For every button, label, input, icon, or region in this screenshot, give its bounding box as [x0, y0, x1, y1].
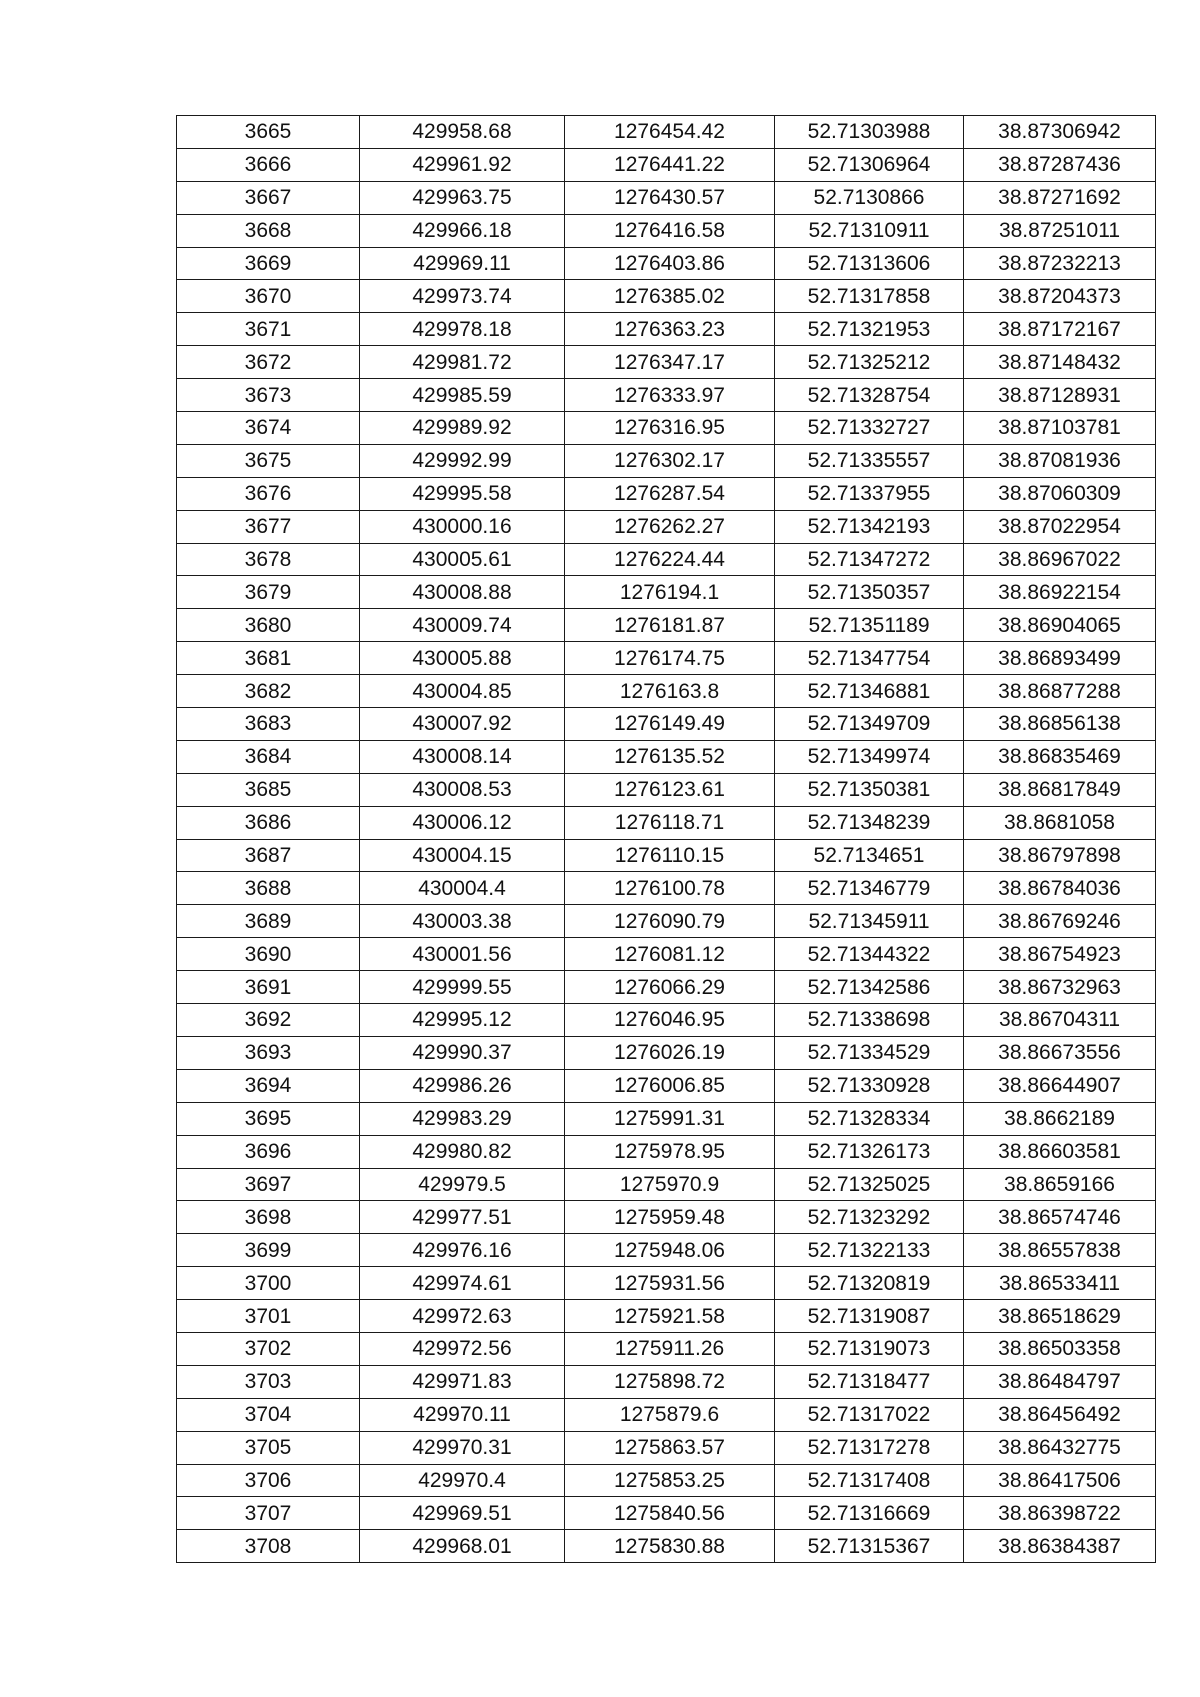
x-coordinate-cell: 429970.31	[360, 1431, 565, 1464]
point-number-cell: 3666	[177, 148, 360, 181]
y-coordinate-cell: 1276416.58	[565, 214, 775, 247]
table-row	[177, 773, 1156, 806]
table-row	[177, 444, 1156, 477]
latitude-cell: 52.71322133	[775, 1234, 964, 1267]
x-coordinate-cell: 430006.12	[360, 806, 565, 839]
y-coordinate-cell: 1276430.57	[565, 181, 775, 214]
table-row	[177, 708, 1156, 741]
table-row	[177, 1267, 1156, 1300]
y-coordinate-cell: 1275959.48	[565, 1201, 775, 1234]
latitude-cell: 52.71323292	[775, 1201, 964, 1234]
table-row	[177, 477, 1156, 510]
x-coordinate-cell: 430008.14	[360, 740, 565, 773]
x-coordinate-cell: 429971.83	[360, 1365, 565, 1398]
longitude-cell: 38.86817849	[964, 773, 1156, 806]
y-coordinate-cell: 1276081.12	[565, 938, 775, 971]
longitude-cell: 38.86967022	[964, 543, 1156, 576]
y-coordinate-cell: 1276100.78	[565, 872, 775, 905]
table-row	[177, 839, 1156, 872]
latitude-cell: 52.71328334	[775, 1102, 964, 1135]
point-number-cell: 3672	[177, 346, 360, 379]
table-row	[177, 1004, 1156, 1037]
table-row	[177, 1135, 1156, 1168]
latitude-cell: 52.71350357	[775, 576, 964, 609]
x-coordinate-cell: 430008.53	[360, 773, 565, 806]
table-row	[177, 1234, 1156, 1267]
y-coordinate-cell: 1276026.19	[565, 1036, 775, 1069]
longitude-cell: 38.86503358	[964, 1332, 1156, 1365]
point-number-cell: 3675	[177, 444, 360, 477]
latitude-cell: 52.71320819	[775, 1267, 964, 1300]
x-coordinate-cell: 429972.56	[360, 1332, 565, 1365]
x-coordinate-cell: 429976.16	[360, 1234, 565, 1267]
table-row	[177, 872, 1156, 905]
point-number-cell: 3697	[177, 1168, 360, 1201]
latitude-cell: 52.71338698	[775, 1004, 964, 1037]
table-row	[177, 346, 1156, 379]
longitude-cell: 38.86769246	[964, 905, 1156, 938]
table-row	[177, 740, 1156, 773]
point-number-cell: 3688	[177, 872, 360, 905]
table-row	[177, 1497, 1156, 1530]
x-coordinate-cell: 429979.5	[360, 1168, 565, 1201]
x-coordinate-cell: 429995.58	[360, 477, 565, 510]
x-coordinate-cell: 429985.59	[360, 379, 565, 412]
point-number-cell: 3678	[177, 543, 360, 576]
longitude-cell: 38.87148432	[964, 346, 1156, 379]
table-row	[177, 642, 1156, 675]
longitude-cell: 38.87306942	[964, 116, 1156, 149]
x-coordinate-cell: 430004.85	[360, 675, 565, 708]
latitude-cell: 52.71349709	[775, 708, 964, 741]
latitude-cell: 52.71303988	[775, 116, 964, 149]
longitude-cell: 38.86456492	[964, 1398, 1156, 1431]
point-number-cell: 3699	[177, 1234, 360, 1267]
y-coordinate-cell: 1276333.97	[565, 379, 775, 412]
latitude-cell: 52.71317408	[775, 1464, 964, 1497]
latitude-cell: 52.71330928	[775, 1069, 964, 1102]
x-coordinate-cell: 429980.82	[360, 1135, 565, 1168]
point-number-cell: 3685	[177, 773, 360, 806]
point-number-cell: 3682	[177, 675, 360, 708]
y-coordinate-cell: 1276118.71	[565, 806, 775, 839]
latitude-cell: 52.71319073	[775, 1332, 964, 1365]
latitude-cell: 52.71346881	[775, 675, 964, 708]
table-row	[177, 181, 1156, 214]
x-coordinate-cell: 429995.12	[360, 1004, 565, 1037]
point-number-cell: 3687	[177, 839, 360, 872]
longitude-cell: 38.86673556	[964, 1036, 1156, 1069]
table-row	[177, 905, 1156, 938]
table-row	[177, 510, 1156, 543]
x-coordinate-cell: 429969.51	[360, 1497, 565, 1530]
point-number-cell: 3704	[177, 1398, 360, 1431]
x-coordinate-cell: 429968.01	[360, 1530, 565, 1563]
table-row	[177, 1036, 1156, 1069]
longitude-cell: 38.8662189	[964, 1102, 1156, 1135]
point-number-cell: 3689	[177, 905, 360, 938]
point-number-cell: 3698	[177, 1201, 360, 1234]
table-row	[177, 1300, 1156, 1333]
y-coordinate-cell: 1276347.17	[565, 346, 775, 379]
table-row	[177, 313, 1156, 346]
point-number-cell: 3696	[177, 1135, 360, 1168]
latitude-cell: 52.71313606	[775, 247, 964, 280]
point-number-cell: 3673	[177, 379, 360, 412]
y-coordinate-cell: 1276006.85	[565, 1069, 775, 1102]
x-coordinate-cell: 429992.99	[360, 444, 565, 477]
x-coordinate-cell: 430001.56	[360, 938, 565, 971]
y-coordinate-cell: 1276149.49	[565, 708, 775, 741]
point-number-cell: 3670	[177, 280, 360, 313]
x-coordinate-cell: 430007.92	[360, 708, 565, 741]
point-number-cell: 3705	[177, 1431, 360, 1464]
y-coordinate-cell: 1275978.95	[565, 1135, 775, 1168]
point-number-cell: 3708	[177, 1530, 360, 1563]
longitude-cell: 38.87128931	[964, 379, 1156, 412]
y-coordinate-cell: 1275898.72	[565, 1365, 775, 1398]
longitude-cell: 38.86432775	[964, 1431, 1156, 1464]
longitude-cell: 38.87022954	[964, 510, 1156, 543]
longitude-cell: 38.86574746	[964, 1201, 1156, 1234]
latitude-cell: 52.71335557	[775, 444, 964, 477]
x-coordinate-cell: 430008.88	[360, 576, 565, 609]
table-row	[177, 280, 1156, 313]
point-number-cell: 3700	[177, 1267, 360, 1300]
table-row	[177, 576, 1156, 609]
latitude-cell: 52.7130866	[775, 181, 964, 214]
point-number-cell: 3676	[177, 477, 360, 510]
latitude-cell: 52.71332727	[775, 412, 964, 445]
y-coordinate-cell: 1276174.75	[565, 642, 775, 675]
point-number-cell: 3707	[177, 1497, 360, 1530]
x-coordinate-cell: 430004.15	[360, 839, 565, 872]
table-row	[177, 412, 1156, 445]
point-number-cell: 3674	[177, 412, 360, 445]
y-coordinate-cell: 1276163.8	[565, 675, 775, 708]
x-coordinate-cell: 429978.18	[360, 313, 565, 346]
latitude-cell: 52.71317858	[775, 280, 964, 313]
latitude-cell: 52.71315367	[775, 1530, 964, 1563]
latitude-cell: 52.71310911	[775, 214, 964, 247]
coordinates-table-body	[177, 116, 1156, 1563]
y-coordinate-cell: 1275931.56	[565, 1267, 775, 1300]
longitude-cell: 38.8659166	[964, 1168, 1156, 1201]
y-coordinate-cell: 1276441.22	[565, 148, 775, 181]
longitude-cell: 38.86797898	[964, 839, 1156, 872]
y-coordinate-cell: 1276454.42	[565, 116, 775, 149]
latitude-cell: 52.7134651	[775, 839, 964, 872]
point-number-cell: 3701	[177, 1300, 360, 1333]
table-row	[177, 1332, 1156, 1365]
table-row	[177, 1431, 1156, 1464]
point-number-cell: 3702	[177, 1332, 360, 1365]
latitude-cell: 52.71317022	[775, 1398, 964, 1431]
x-coordinate-cell: 430009.74	[360, 609, 565, 642]
latitude-cell: 52.71345911	[775, 905, 964, 938]
x-coordinate-cell: 429961.92	[360, 148, 565, 181]
point-number-cell: 3681	[177, 642, 360, 675]
table-row	[177, 116, 1156, 149]
latitude-cell: 52.71348239	[775, 806, 964, 839]
y-coordinate-cell: 1276123.61	[565, 773, 775, 806]
point-number-cell: 3679	[177, 576, 360, 609]
x-coordinate-cell: 429999.55	[360, 971, 565, 1004]
table-row	[177, 247, 1156, 280]
table-row	[177, 1069, 1156, 1102]
longitude-cell: 38.86754923	[964, 938, 1156, 971]
x-coordinate-cell: 429970.4	[360, 1464, 565, 1497]
x-coordinate-cell: 429969.11	[360, 247, 565, 280]
longitude-cell: 38.86922154	[964, 576, 1156, 609]
y-coordinate-cell: 1276385.02	[565, 280, 775, 313]
y-coordinate-cell: 1276316.95	[565, 412, 775, 445]
longitude-cell: 38.87232213	[964, 247, 1156, 280]
x-coordinate-cell: 429977.51	[360, 1201, 565, 1234]
longitude-cell: 38.87081936	[964, 444, 1156, 477]
latitude-cell: 52.71346779	[775, 872, 964, 905]
longitude-cell: 38.86835469	[964, 740, 1156, 773]
longitude-cell: 38.86877288	[964, 675, 1156, 708]
point-number-cell: 3668	[177, 214, 360, 247]
table-row	[177, 379, 1156, 412]
latitude-cell: 52.71325212	[775, 346, 964, 379]
y-coordinate-cell: 1275948.06	[565, 1234, 775, 1267]
x-coordinate-cell: 429972.63	[360, 1300, 565, 1333]
table-row	[177, 1464, 1156, 1497]
latitude-cell: 52.71344322	[775, 938, 964, 971]
longitude-cell: 38.86644907	[964, 1069, 1156, 1102]
x-coordinate-cell: 430005.61	[360, 543, 565, 576]
point-number-cell: 3683	[177, 708, 360, 741]
point-number-cell: 3669	[177, 247, 360, 280]
x-coordinate-cell: 429986.26	[360, 1069, 565, 1102]
y-coordinate-cell: 1276224.44	[565, 543, 775, 576]
y-coordinate-cell: 1276363.23	[565, 313, 775, 346]
point-number-cell: 3671	[177, 313, 360, 346]
table-row	[177, 609, 1156, 642]
x-coordinate-cell: 429989.92	[360, 412, 565, 445]
latitude-cell: 52.71337955	[775, 477, 964, 510]
y-coordinate-cell: 1275970.9	[565, 1168, 775, 1201]
x-coordinate-cell: 430000.16	[360, 510, 565, 543]
latitude-cell: 52.71349974	[775, 740, 964, 773]
point-number-cell: 3665	[177, 116, 360, 149]
x-coordinate-cell: 430004.4	[360, 872, 565, 905]
point-number-cell: 3694	[177, 1069, 360, 1102]
point-number-cell: 3684	[177, 740, 360, 773]
longitude-cell: 38.8681058	[964, 806, 1156, 839]
point-number-cell: 3706	[177, 1464, 360, 1497]
y-coordinate-cell: 1275830.88	[565, 1530, 775, 1563]
y-coordinate-cell: 1276090.79	[565, 905, 775, 938]
longitude-cell: 38.87204373	[964, 280, 1156, 313]
latitude-cell: 52.71334529	[775, 1036, 964, 1069]
table-row	[177, 938, 1156, 971]
longitude-cell: 38.86732963	[964, 971, 1156, 1004]
y-coordinate-cell: 1275921.58	[565, 1300, 775, 1333]
table-row	[177, 1168, 1156, 1201]
y-coordinate-cell: 1275863.57	[565, 1431, 775, 1464]
y-coordinate-cell: 1275840.56	[565, 1497, 775, 1530]
table-row	[177, 1102, 1156, 1135]
latitude-cell: 52.71326173	[775, 1135, 964, 1168]
x-coordinate-cell: 429958.68	[360, 116, 565, 149]
latitude-cell: 52.71316669	[775, 1497, 964, 1530]
y-coordinate-cell: 1275991.31	[565, 1102, 775, 1135]
y-coordinate-cell: 1276262.27	[565, 510, 775, 543]
latitude-cell: 52.71347754	[775, 642, 964, 675]
y-coordinate-cell: 1276194.1	[565, 576, 775, 609]
longitude-cell: 38.87172167	[964, 313, 1156, 346]
latitude-cell: 52.71342193	[775, 510, 964, 543]
y-coordinate-cell: 1276135.52	[565, 740, 775, 773]
x-coordinate-cell: 429974.61	[360, 1267, 565, 1300]
y-coordinate-cell: 1276287.54	[565, 477, 775, 510]
point-number-cell: 3692	[177, 1004, 360, 1037]
table-row	[177, 806, 1156, 839]
y-coordinate-cell: 1276302.17	[565, 444, 775, 477]
longitude-cell: 38.87060309	[964, 477, 1156, 510]
point-number-cell: 3667	[177, 181, 360, 214]
table-row	[177, 1201, 1156, 1234]
longitude-cell: 38.86484797	[964, 1365, 1156, 1398]
longitude-cell: 38.86893499	[964, 642, 1156, 675]
latitude-cell: 52.71317278	[775, 1431, 964, 1464]
longitude-cell: 38.86533411	[964, 1267, 1156, 1300]
table-row	[177, 543, 1156, 576]
longitude-cell: 38.87271692	[964, 181, 1156, 214]
latitude-cell: 52.71328754	[775, 379, 964, 412]
point-number-cell: 3690	[177, 938, 360, 971]
y-coordinate-cell: 1276181.87	[565, 609, 775, 642]
point-number-cell: 3677	[177, 510, 360, 543]
x-coordinate-cell: 429990.37	[360, 1036, 565, 1069]
table-row	[177, 971, 1156, 1004]
x-coordinate-cell: 429970.11	[360, 1398, 565, 1431]
y-coordinate-cell: 1276403.86	[565, 247, 775, 280]
latitude-cell: 52.71351189	[775, 609, 964, 642]
table-row	[177, 1530, 1156, 1563]
y-coordinate-cell: 1275879.6	[565, 1398, 775, 1431]
longitude-cell: 38.86784036	[964, 872, 1156, 905]
latitude-cell: 52.71350381	[775, 773, 964, 806]
longitude-cell: 38.86417506	[964, 1464, 1156, 1497]
y-coordinate-cell: 1276046.95	[565, 1004, 775, 1037]
table-row	[177, 1398, 1156, 1431]
longitude-cell: 38.86384387	[964, 1530, 1156, 1563]
y-coordinate-cell: 1275911.26	[565, 1332, 775, 1365]
table-row	[177, 148, 1156, 181]
table-row	[177, 214, 1156, 247]
latitude-cell: 52.71306964	[775, 148, 964, 181]
longitude-cell: 38.86398722	[964, 1497, 1156, 1530]
latitude-cell: 52.71342586	[775, 971, 964, 1004]
longitude-cell: 38.87251011	[964, 214, 1156, 247]
latitude-cell: 52.71325025	[775, 1168, 964, 1201]
y-coordinate-cell: 1276066.29	[565, 971, 775, 1004]
longitude-cell: 38.86518629	[964, 1300, 1156, 1333]
latitude-cell: 52.71347272	[775, 543, 964, 576]
x-coordinate-cell: 429983.29	[360, 1102, 565, 1135]
point-number-cell: 3693	[177, 1036, 360, 1069]
longitude-cell: 38.86603581	[964, 1135, 1156, 1168]
x-coordinate-cell: 429973.74	[360, 280, 565, 313]
point-number-cell: 3695	[177, 1102, 360, 1135]
longitude-cell: 38.87103781	[964, 412, 1156, 445]
x-coordinate-cell: 429963.75	[360, 181, 565, 214]
y-coordinate-cell: 1276110.15	[565, 839, 775, 872]
longitude-cell: 38.86704311	[964, 1004, 1156, 1037]
x-coordinate-cell: 429966.18	[360, 214, 565, 247]
table-row	[177, 1365, 1156, 1398]
table-row	[177, 675, 1156, 708]
coordinates-table	[176, 115, 1156, 1563]
x-coordinate-cell: 429981.72	[360, 346, 565, 379]
longitude-cell: 38.87287436	[964, 148, 1156, 181]
point-number-cell: 3686	[177, 806, 360, 839]
x-coordinate-cell: 430005.88	[360, 642, 565, 675]
point-number-cell: 3703	[177, 1365, 360, 1398]
y-coordinate-cell: 1275853.25	[565, 1464, 775, 1497]
point-number-cell: 3680	[177, 609, 360, 642]
point-number-cell: 3691	[177, 971, 360, 1004]
longitude-cell: 38.86856138	[964, 708, 1156, 741]
latitude-cell: 52.71319087	[775, 1300, 964, 1333]
x-coordinate-cell: 430003.38	[360, 905, 565, 938]
longitude-cell: 38.86904065	[964, 609, 1156, 642]
longitude-cell: 38.86557838	[964, 1234, 1156, 1267]
latitude-cell: 52.71321953	[775, 313, 964, 346]
latitude-cell: 52.71318477	[775, 1365, 964, 1398]
